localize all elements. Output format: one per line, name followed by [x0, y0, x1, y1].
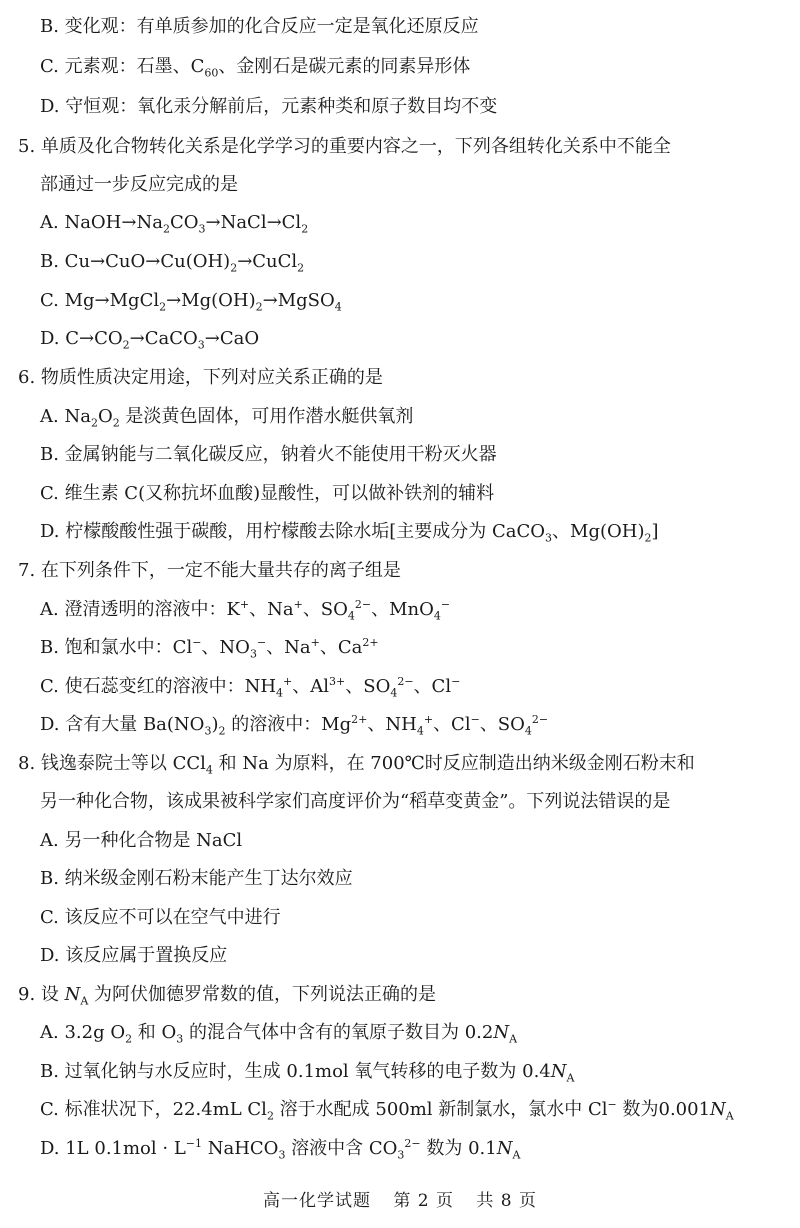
question-stem [18, 982, 784, 1008]
text-segment: D. 该反应属于置换反应 [40, 945, 228, 966]
text-segment: 、Ca [319, 637, 363, 658]
text-segment: B. 过氧化钠与水反应时，生成 0.1mol 氧气转移的电子数为 0.4 [40, 1061, 551, 1082]
text-segment: N [493, 1022, 510, 1043]
text-segment: 4 [390, 686, 398, 700]
text-segment: 2 [644, 531, 652, 545]
text-segment: D. 守恒观：氧化汞分解前后，元素种类和原子数目均不变 [40, 96, 498, 117]
text-segment: 2− [397, 675, 414, 688]
text-segment: B. 纳米级金刚石粉末能产生丁达尔效应 [40, 868, 353, 889]
text-segment: 2 [266, 1109, 274, 1123]
text-segment: 溶液中含 CO [285, 1138, 398, 1159]
text-segment: 、SO [479, 714, 525, 735]
text-segment: 数为0.001 [616, 1099, 711, 1120]
answer-option [40, 404, 784, 430]
text-segment: 、SO [302, 599, 348, 620]
footer-title: 高一化学试题 [262, 1191, 371, 1211]
footer-page-number: 第 2 页 [393, 1191, 454, 1211]
text-segment: − [256, 636, 267, 649]
answer-option [40, 1097, 784, 1123]
text-segment: 的溶液中：Mg [225, 714, 352, 735]
text-segment: A. 3.2g O [40, 1022, 126, 1043]
answer-option [40, 519, 784, 545]
text-segment: 4 [276, 686, 284, 700]
text-segment: − [607, 1098, 617, 1111]
text-segment: 3 [278, 1148, 286, 1162]
answer-option [40, 597, 784, 623]
answer-option [40, 288, 784, 314]
text-segment: 为阿伏伽德罗常数的值，下列说法正确的是 [88, 984, 437, 1005]
text-segment: 4 [347, 609, 355, 623]
page-footer [0, 1188, 800, 1214]
text-segment: →CaO [204, 328, 260, 349]
text-segment: 8. 钱逸泰院士等以 CCl [18, 753, 206, 774]
text-segment: 7. 在下列条件下，一定不能大量共存的离子组是 [18, 560, 401, 581]
answer-option [40, 249, 784, 275]
text-segment: 2− [404, 1137, 421, 1150]
answer-option [40, 905, 784, 931]
text-segment: + [283, 675, 293, 688]
answer-option [40, 94, 784, 120]
text-segment: 2 [297, 261, 305, 275]
text-segment: C. Mg→MgCl [40, 290, 160, 311]
text-segment: 3+ [329, 675, 346, 688]
text-segment: 3 [197, 338, 205, 352]
text-segment: B. 变化观：有单质参加的化合反应一定是氧化还原反应 [40, 16, 479, 37]
text-segment: N [710, 1099, 726, 1120]
text-segment: 6. 物质性质决定用途，下列对应关系正确的是 [18, 367, 383, 388]
text-segment: 、金刚石是碳元素的同素异形体 [218, 56, 471, 77]
text-segment: A. NaOH→Na [40, 212, 163, 233]
text-segment: 4 [334, 300, 342, 314]
text-segment: 4 [416, 724, 424, 738]
text-segment: 2 [122, 338, 130, 352]
text-segment: A [509, 1032, 518, 1046]
text-segment: ) [211, 714, 219, 735]
text-segment: −1 [185, 1137, 202, 1150]
question-stem-continued [40, 172, 784, 198]
text-segment: D. C→CO [40, 328, 123, 349]
answer-option [40, 635, 784, 661]
text-segment: 2+ [351, 713, 368, 726]
text-segment: NaHCO [202, 1138, 279, 1159]
text-segment: + [293, 598, 303, 611]
text-segment: A. Na [40, 406, 91, 427]
text-segment: D. 含有大量 Ba(NO [40, 714, 205, 735]
text-segment: →CuCl [237, 251, 298, 272]
text-segment: 的混合气体中含有的氧原子数目为 0.2 [183, 1022, 494, 1043]
text-segment: 2 [301, 222, 309, 236]
question-stem-continued [40, 789, 784, 815]
answer-option [40, 442, 784, 468]
text-segment: 3 [545, 531, 553, 545]
answer-option [40, 14, 784, 40]
question-stem [18, 558, 784, 584]
text-segment: 3 [198, 222, 206, 236]
answer-option [40, 1020, 784, 1046]
text-segment: 4 [524, 724, 532, 738]
text-segment: 9. 设 [18, 984, 65, 1005]
answer-option [40, 54, 784, 80]
text-segment: 2− [354, 598, 372, 611]
text-segment: →Mg(OH) [166, 290, 256, 311]
text-segment: C. 维生素 C(又称抗坏血酸)显酸性，可以做补铁剂的辅料 [40, 483, 495, 504]
text-segment: 和 Na 为原料，在 700℃时反应制造出纳米级金刚石粉末和 [212, 753, 695, 774]
text-segment: C. 标准状况下，22.4mL Cl [40, 1099, 267, 1120]
text-segment: 、MnO [371, 599, 434, 620]
text-segment: 、Na [249, 599, 294, 620]
text-segment: 3 [249, 647, 257, 661]
question-stem [18, 134, 784, 160]
text-segment: 2− [531, 713, 549, 726]
answer-option [40, 481, 784, 507]
text-segment: ] [651, 521, 659, 542]
text-segment: A [725, 1109, 734, 1123]
text-segment: 、Na [266, 637, 311, 658]
text-segment: − [451, 675, 461, 688]
text-segment: 2 [112, 416, 120, 430]
text-segment: 2 [90, 416, 98, 430]
text-segment: 溶于水配成 500ml 新制氯水，氯水中 Cl [273, 1099, 608, 1120]
text-segment: 2+ [362, 636, 379, 649]
text-segment: − [470, 713, 480, 726]
answer-option [40, 1136, 784, 1162]
text-segment: + [239, 598, 250, 611]
text-segment: 2 [218, 724, 226, 738]
text-segment: 4 [433, 609, 441, 623]
text-segment: B. Cu→CuO→Cu(OH) [40, 251, 231, 272]
answer-option [40, 1059, 784, 1085]
answer-option [40, 828, 784, 854]
text-segment: A [80, 994, 89, 1008]
text-segment: C. 该反应不可以在空气中进行 [40, 907, 281, 928]
text-segment: 2 [159, 300, 167, 314]
answer-option [40, 712, 784, 738]
text-segment: N [64, 984, 81, 1005]
text-segment: 2 [125, 1032, 133, 1046]
text-segment: 5. 单质及化合物转化关系是化学学习的重要内容之一，下列各组转化关系中不能全 [18, 136, 671, 157]
text-segment: 部通过一步反应完成的是 [40, 174, 238, 195]
answer-option [40, 943, 784, 969]
text-segment: 2 [230, 261, 238, 275]
text-segment: 数为 0.1 [420, 1138, 497, 1159]
text-segment: A. 澄清透明的溶液中：K [40, 599, 240, 620]
text-segment: D. 1L 0.1mol · L [40, 1138, 186, 1159]
text-segment: D. 柠檬酸酸性强于碳酸，用柠檬酸去除水垢[主要成分为 CaCO [40, 521, 546, 542]
text-segment: 和 O [132, 1022, 177, 1043]
footer-total-pages: 共 8 页 [476, 1191, 538, 1211]
text-segment: 、SO [345, 676, 391, 697]
text-segment: 、Al [292, 676, 330, 697]
text-segment: CO [169, 212, 199, 233]
text-segment: →NaCl→Cl [205, 212, 302, 233]
answer-option [40, 674, 784, 700]
answer-option [40, 210, 784, 236]
text-segment: N [496, 1138, 513, 1159]
question-stem [18, 751, 784, 777]
text-segment: + [310, 636, 320, 649]
question-stem [18, 365, 784, 391]
answer-option [40, 866, 784, 892]
text-segment: 60 [204, 66, 219, 80]
answer-option [40, 326, 784, 352]
text-segment: 3 [204, 724, 212, 738]
text-segment: 4 [205, 763, 213, 777]
text-segment: O [97, 406, 113, 427]
text-segment: − [192, 636, 202, 649]
text-segment: 3 [176, 1032, 184, 1046]
text-segment: 2 [162, 222, 170, 236]
text-segment: 、Mg(OH) [552, 521, 645, 542]
text-segment: + [423, 713, 434, 726]
text-segment: →CaCO [129, 328, 198, 349]
text-segment: 、NH [367, 714, 417, 735]
text-segment: A [512, 1148, 521, 1162]
text-segment: 2 [255, 300, 263, 314]
text-segment: N [550, 1061, 567, 1082]
text-segment: 、Cl [413, 676, 452, 697]
text-segment: A [566, 1071, 575, 1085]
text-segment: C. 使石蕊变红的溶液中：NH [40, 676, 277, 697]
text-segment: − [440, 598, 451, 611]
text-segment: C. 元素观：石墨、C [40, 56, 205, 77]
text-segment: 、NO [201, 637, 250, 658]
text-segment: 、Cl [433, 714, 471, 735]
text-segment: B. 饱和氯水中：Cl [40, 637, 193, 658]
text-segment: 另一种化合物，该成果被科学家们高度评价为“稻草变黄金”。下列说法错误的是 [40, 791, 671, 812]
text-segment: 3 [397, 1148, 405, 1162]
text-segment: A. 另一种化合物是 NaCl [40, 830, 243, 851]
text-segment: B. 金属钠能与二氧化碳反应，钠着火不能使用干粉灭火器 [40, 444, 497, 465]
text-segment: →MgSO [262, 290, 335, 311]
text-segment: 是淡黄色固体，可用作潜水艇供氧剂 [119, 406, 414, 427]
